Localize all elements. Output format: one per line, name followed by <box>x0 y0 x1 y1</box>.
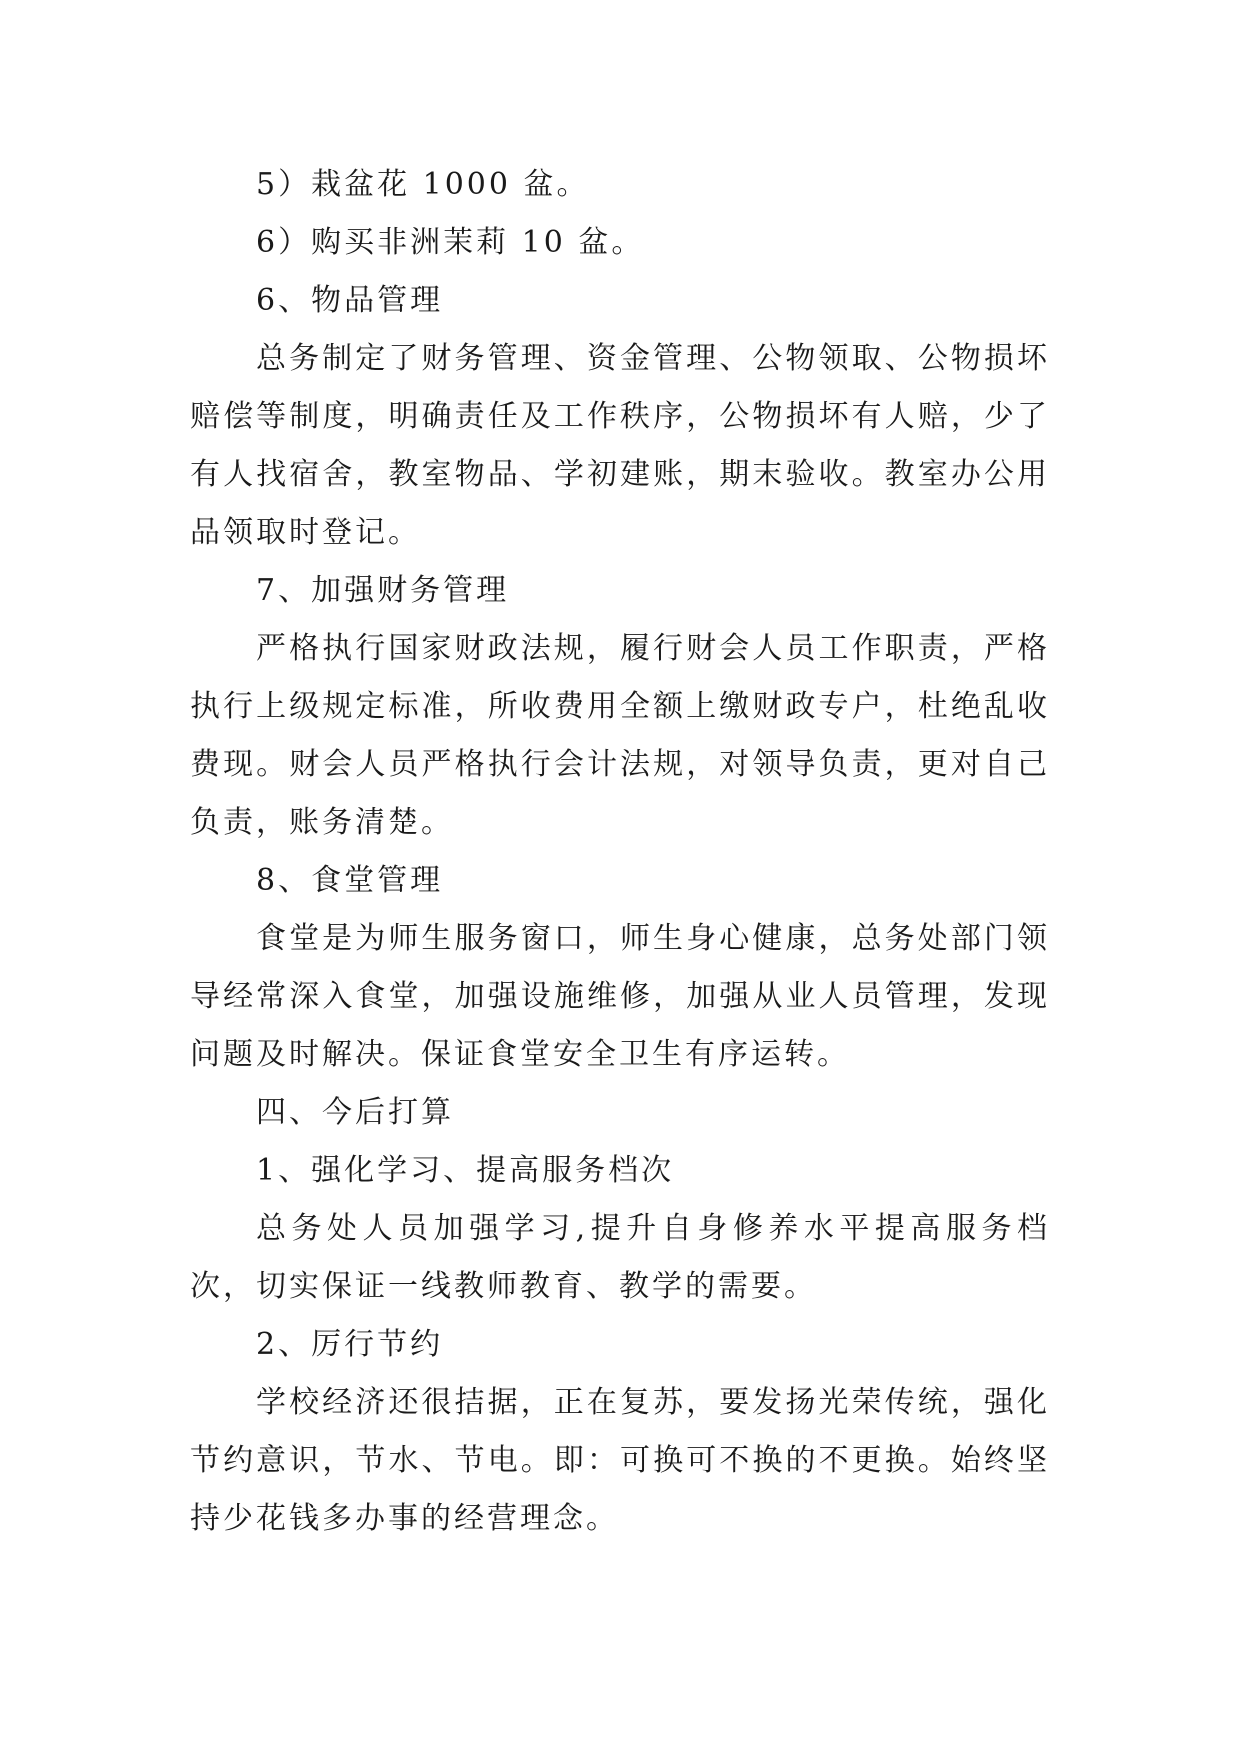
subheading-practice-thrift: 2、厉行节约 <box>256 1327 444 1362</box>
section-heading-canteen: 8、食堂管理 <box>256 863 444 898</box>
section-heading-future-plans: 四、今后打算 <box>256 1095 454 1130</box>
paragraph-strengthen-learning: 总务处人员加强学习,提升自身修养水平提高服务档次，切实保证一线教师教育、教学的需要。 <box>190 1211 1050 1304</box>
paragraph-item-6: 6）购买非洲茉莉 10 盆。 <box>256 225 645 260</box>
document-body <box>190 156 1050 1548</box>
section-heading-finance: 7、加强财务管理 <box>256 573 510 608</box>
paragraph-finance: 严格执行国家财政法规，履行财会人员工作职责，严格执行上级规定标准，所收费用全额上缴财政专户，杜绝乱收费现。财会人员严格执行会计法规，对领导负责，更对自己负责，账务清楚。 <box>190 631 1050 840</box>
paragraph-practice-thrift: 学校经济还很拮据，正在复苏，要发扬光荣传统，强化节约意识，节水、节电。即：可换可不换的不更换。始终坚持少花钱多办事的经营理念。 <box>190 1385 1050 1536</box>
paragraph-item-management: 总务制定了财务管理、资金管理、公物领取、公物损坏赔偿等制度，明确责任及工作秩序，公物损坏有人赔，少了有人找宿舍，教室物品、学初建账，期末验收。教室办公用品领取时登记。 <box>190 341 1050 550</box>
paragraph-canteen: 食堂是为师生服务窗口，师生身心健康，总务处部门领导经常深入食堂，加强设施维修，加强从业人员管理，发现问题及时解决。保证食堂安全卫生有序运转。 <box>190 921 1050 1072</box>
section-heading-item-management: 6、物品管理 <box>256 283 444 318</box>
subheading-strengthen-learning: 1、强化学习、提高服务档次 <box>256 1153 675 1188</box>
paragraph-item-5: 5）栽盆花 1000 盆。 <box>256 167 590 202</box>
